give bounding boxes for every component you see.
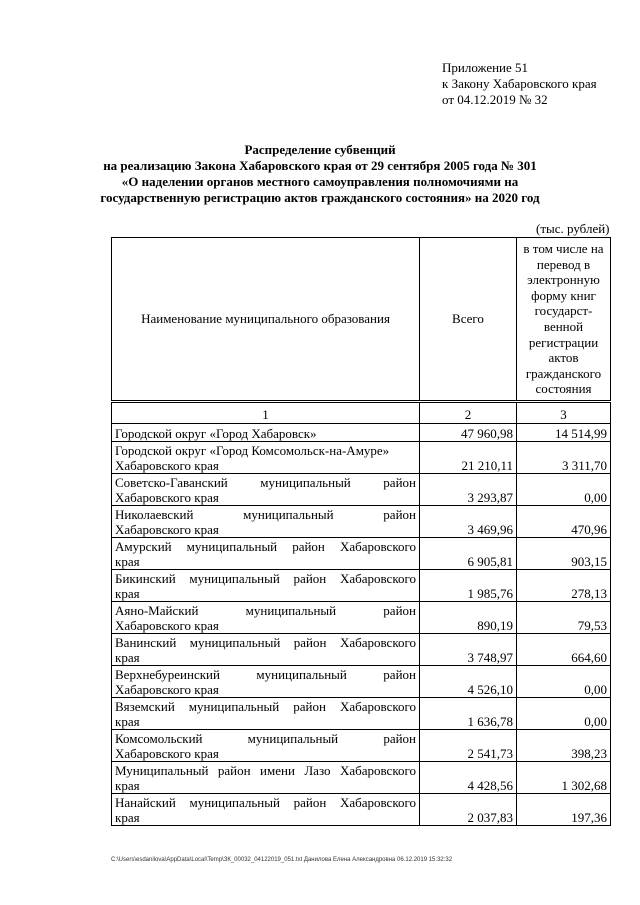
row-digital: 398,23 xyxy=(517,730,611,762)
row-name-line: Аяно-Майский муниципальный район xyxy=(115,603,416,618)
row-name xyxy=(112,538,420,570)
table-row xyxy=(112,442,611,474)
row-name xyxy=(112,506,420,538)
row-total: 2 037,83 xyxy=(420,794,517,826)
title-line: Распределение субвенций xyxy=(244,142,396,157)
table-row xyxy=(112,570,611,602)
row-digital: 3 311,70 xyxy=(517,442,611,474)
row-name: Городской округ «Город Комсомольск-на-Амуре» Хабаровского края xyxy=(112,442,420,474)
row-name-line: Комсомольский муниципальный район xyxy=(115,731,416,746)
table-row xyxy=(112,698,611,730)
table-row xyxy=(112,506,611,538)
appendix-line: от 04.12.2019 № 32 xyxy=(442,92,548,107)
header-including: в том числе на перевод в электронную форму книг государст-венной регистрации актов гражданского состояния xyxy=(517,238,611,402)
row-name-line: Николаевский муниципальный район xyxy=(115,507,416,522)
row-total: 2 541,73 xyxy=(420,730,517,762)
subsidy-table xyxy=(111,237,611,826)
row-digital: 14 514,99 xyxy=(517,424,611,442)
row-digital: 664,60 xyxy=(517,634,611,666)
title-line: «О наделении органов местного самоуправления полномочиями на xyxy=(121,174,519,189)
row-total: 6 905,81 xyxy=(420,538,517,570)
row-name-line: Ванинский муниципальный район Хабаровского xyxy=(115,635,416,650)
row-name xyxy=(112,730,420,762)
row-name-line: Муниципальный район имени Лазо Хабаровского xyxy=(115,763,416,778)
row-name-line: Амурский муниципальный район Хабаровского xyxy=(115,539,416,554)
row-digital: 278,13 xyxy=(517,570,611,602)
row-name-line: края xyxy=(115,714,140,729)
table-row xyxy=(112,474,611,506)
row-name xyxy=(112,474,420,506)
table-header-row xyxy=(112,238,611,402)
row-name-line: края xyxy=(115,554,140,569)
row-total: 21 210,11 xyxy=(420,442,517,474)
row-name-line: Вяземский муниципальный район Хабаровского xyxy=(115,699,416,714)
row-total: 1 636,78 xyxy=(420,698,517,730)
row-total: 47 960,98 xyxy=(420,424,517,442)
row-digital: 79,53 xyxy=(517,602,611,634)
row-name xyxy=(112,762,420,794)
row-name-line: Хабаровского края xyxy=(115,682,219,697)
row-total: 3 469,96 xyxy=(420,506,517,538)
row-name xyxy=(112,602,420,634)
row-digital: 0,00 xyxy=(517,474,611,506)
header-name: Наименование муниципального образования xyxy=(112,238,420,402)
row-name: Городской округ «Город Хабаровск» xyxy=(112,424,420,442)
column-numbers-row xyxy=(112,402,611,424)
row-name-line: края xyxy=(115,586,140,601)
row-digital: 1 302,68 xyxy=(517,762,611,794)
appendix-line: Приложение 51 xyxy=(442,60,529,75)
row-name-line: Хабаровского края xyxy=(115,618,219,633)
row-name xyxy=(112,698,420,730)
row-total: 1 985,76 xyxy=(420,570,517,602)
column-number: 1 xyxy=(112,402,420,424)
row-total: 4 428,56 xyxy=(420,762,517,794)
row-name-line: Советско-Гаванский муниципальный район xyxy=(115,475,416,490)
table-row xyxy=(112,666,611,698)
table-row xyxy=(112,762,611,794)
row-name-line: Нанайский муниципальный район Хабаровского xyxy=(115,795,416,810)
row-name xyxy=(112,570,420,602)
row-total: 3 293,87 xyxy=(420,474,517,506)
column-number: 2 xyxy=(420,402,517,424)
row-digital: 470,96 xyxy=(517,506,611,538)
row-digital: 197,36 xyxy=(517,794,611,826)
header-total: Всего xyxy=(420,238,517,402)
row-name-line: Бикинский муниципальный район Хабаровского xyxy=(115,571,416,586)
row-total: 3 748,97 xyxy=(420,634,517,666)
title-line: на реализацию Закона Хабаровского края от 29 сентября 2005 года № 301 xyxy=(103,158,537,173)
row-total: 890,19 xyxy=(420,602,517,634)
column-number: 3 xyxy=(517,402,611,424)
row-name xyxy=(112,634,420,666)
row-name-line: Хабаровского края xyxy=(115,490,219,505)
table-row xyxy=(112,634,611,666)
row-name-line: края xyxy=(115,650,140,665)
table-row xyxy=(112,730,611,762)
document-title xyxy=(100,142,540,206)
row-digital: 0,00 xyxy=(517,698,611,730)
row-digital: 903,15 xyxy=(517,538,611,570)
title-line: государственную регистрацию актов гражданского состояния» на 2020 год xyxy=(100,190,540,205)
units-label: (тыс. рублей) xyxy=(536,221,610,236)
file-path-footer: C:\Users\esdanilova\AppData\Local\Temp\ЗК_00032_04122019_051.txt Данилова Елена Александровна 06.12.2019 15:32:32 xyxy=(111,857,453,863)
table-row xyxy=(112,794,611,826)
table-row xyxy=(112,424,611,442)
table-row xyxy=(112,538,611,570)
row-digital: 0,00 xyxy=(517,666,611,698)
row-name-line: Хабаровского края xyxy=(115,746,219,761)
row-name-line: Хабаровского края xyxy=(115,522,219,537)
row-name xyxy=(112,666,420,698)
row-name-line: края xyxy=(115,778,140,793)
row-total: 4 526,10 xyxy=(420,666,517,698)
row-name xyxy=(112,794,420,826)
appendix-note xyxy=(442,60,597,108)
appendix-line: к Закону Хабаровского края xyxy=(442,76,597,91)
row-name-line: края xyxy=(115,810,140,825)
table-row xyxy=(112,602,611,634)
row-name-line: Верхнебуреинский муниципальный район xyxy=(115,667,416,682)
